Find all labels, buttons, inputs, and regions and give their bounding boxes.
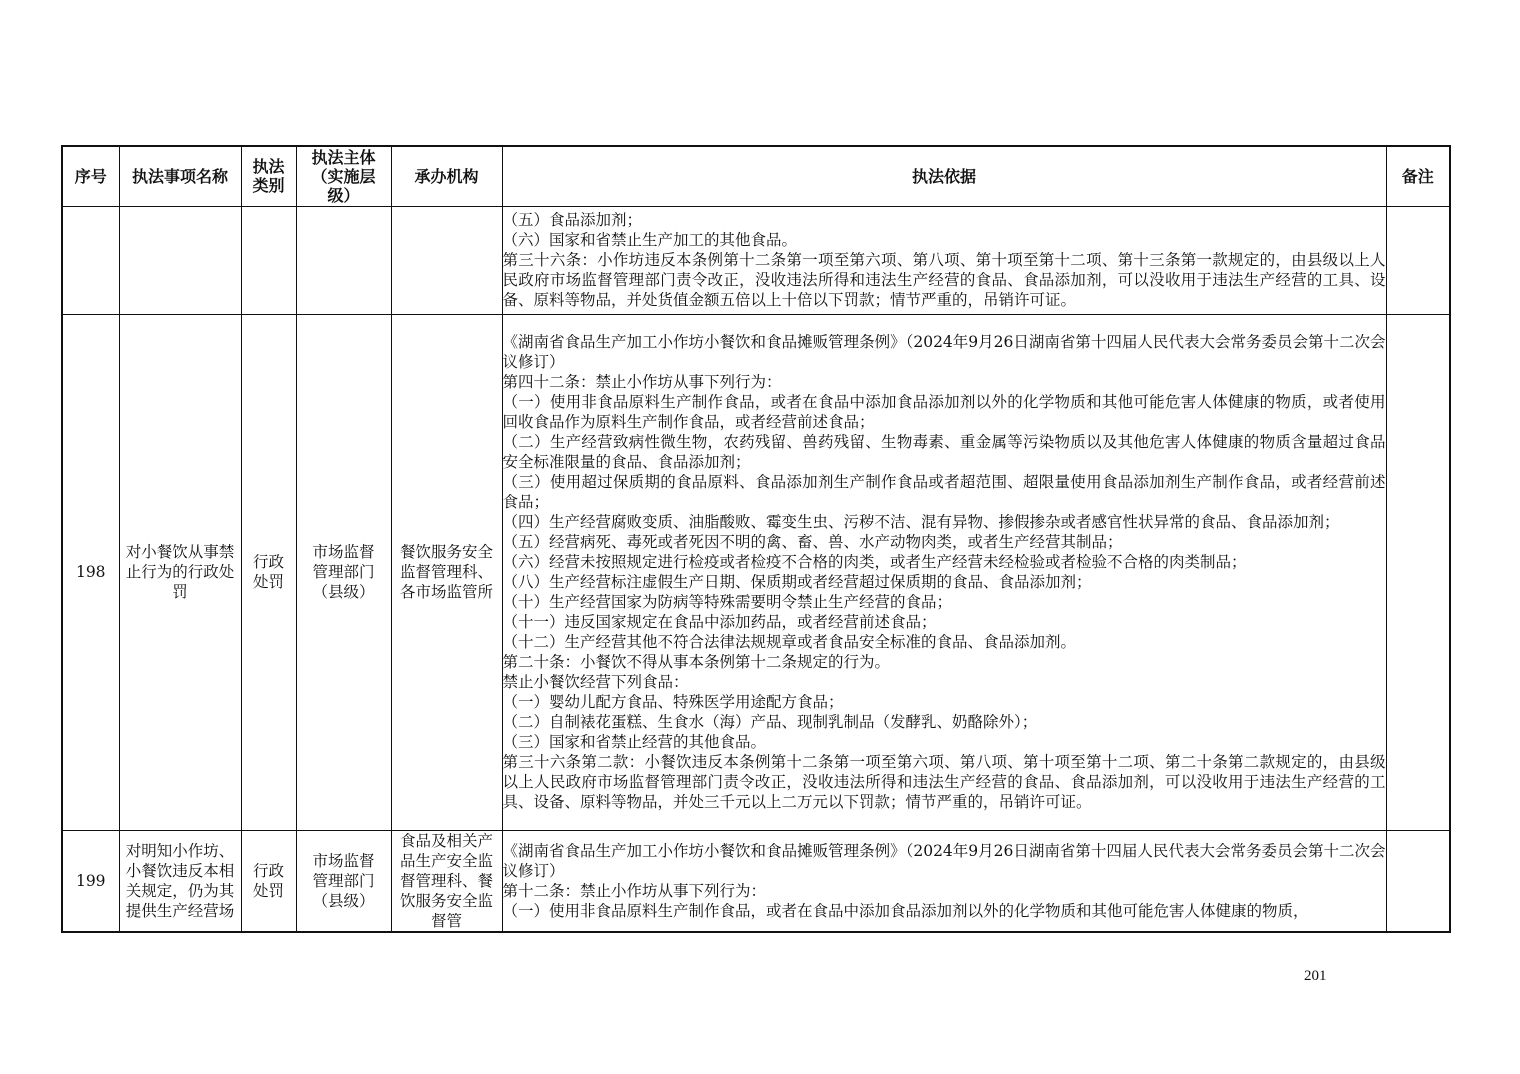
row-basis [502, 206, 1386, 314]
basis-line: （六）经营未按照规定进行检疫或者检疫不合格的肉类，或者生产经营未经检验或者检验不合格的肉类制品； [502, 553, 1247, 571]
row-remark [1386, 830, 1450, 932]
basis-line: （二）自制裱花蛋糕、生食水（海）产品、现制乳制品（发酵乳、奶酪除外）； [502, 713, 1038, 731]
basis-line: （五）经营病死、毒死或者死因不明的禽、畜、兽、水产动物肉类，或者生产经营其制品； [502, 533, 1123, 551]
row-no [62, 206, 119, 314]
basis-line: 第四十二条：禁止小作坊从事下列行为： [502, 373, 782, 391]
basis-line: （一）使用非食品原料生产制作食品，或者在食品中添加食品添加剂以外的化学物质和其他可能危害人体健康的物质，或者使用回收食品作为原料生产制作食品，或者经营前述食品； [502, 393, 1386, 431]
row-basis [502, 830, 1386, 932]
row-subject: 市场监督管理部门（县级） [296, 830, 391, 932]
basis-line: （六）国家和省禁止生产加工的其他食品。 [502, 231, 798, 249]
header-name: 执法事项名称 [119, 146, 241, 206]
row-no: 198 [62, 314, 119, 830]
basis-line: 《湖南省食品生产加工小作坊小餐饮和食品摊贩管理条例》（2024年9月26日湖南省第十四届人民代表大会常务委员会第十二次会议修订） [502, 333, 1386, 371]
header-basis: 执法依据 [502, 146, 1386, 206]
basis-line: （二）生产经营致病性微生物，农药残留、兽药残留、生物毒素、重金属等污染物质以及其他危害人体健康的物质含量超过食品安全标准限量的食品、食品添加剂； [502, 433, 1386, 471]
row-remark [1386, 314, 1450, 830]
basis-line: （一）使用非食品原料生产制作食品，或者在食品中添加食品添加剂以外的化学物质和其他可能危害人体健康的物质， [502, 901, 1309, 920]
row-remark [1386, 206, 1450, 314]
enforcement-table [61, 145, 1451, 933]
row-basis [502, 314, 1386, 830]
page-number: 201 [1304, 968, 1327, 984]
header-subject: 执法主体（实施层级） [296, 146, 391, 206]
header-agency: 承办机构 [391, 146, 502, 206]
row-name [119, 206, 241, 314]
row-no: 199 [62, 830, 119, 932]
basis-line: （一）婴幼儿配方食品、特殊医学用途配方食品； [502, 693, 844, 711]
table-row [62, 314, 1450, 830]
basis-line: 禁止小餐饮经营下列食品： [502, 673, 689, 691]
row-agency [391, 206, 502, 314]
basis-line: 《湖南省食品生产加工小作坊小餐饮和食品摊贩管理条例》（2024年9月26日湖南省第十四届人民代表大会常务委员会第十二次会议修订） [502, 841, 1386, 880]
table-row [62, 206, 1450, 314]
header-no: 序号 [62, 146, 119, 206]
row-subject: 市场监督管理部门（县级） [296, 314, 391, 830]
table-row [62, 830, 1450, 932]
basis-line: （八）生产经营标注虚假生产日期、保质期或者经营超过保质期的食品、食品添加剂； [502, 573, 1092, 591]
basis-line: （五）食品添加剂； [502, 211, 643, 229]
basis-line: （三）使用超过保质期的食品原料、食品添加剂生产制作食品或者超范围、超限量使用食品添加剂生产制作食品，或者经营前述食品； [502, 473, 1386, 511]
row-category: 行政处罚 [241, 314, 296, 830]
row-agency: 餐饮服务安全监督管理科、各市场监管所 [391, 314, 502, 830]
basis-line: 第二十条：小餐饮不得从事本条例第十二条规定的行为。 [502, 653, 891, 671]
basis-line: 第三十六条第二款：小餐饮违反本条例第十二条第一项至第六项、第八项、第十项至第十二项、第二十条第二款规定的，由县级以上人民政府市场监督管理部门责令改正，没收违法所得和违法生产经营的食品、食品添加剂，可以没收用于违法生产经营的工具、设备、原料等物品，并处三千元以上二万元以下罚款；情节严重的，吊销许可证。 [502, 753, 1386, 811]
basis-line: 第三十六条：小作坊违反本条例第十二条第一项至第六项、第八项、第十项至第十二项、第十三条第一款规定的，由县级以上人民政府市场监督管理部门责令改正，没收违法所得和违法生产经营的食品、食品添加剂，可以没收用于违法生产经营的工具、设备、原料等物品，并处货值金额五倍以上十倍以下罚款；情节严重的，吊销许可证。 [502, 251, 1386, 309]
basis-line: （三）国家和省禁止经营的其他食品。 [502, 733, 767, 751]
basis-line: 第十二条：禁止小作坊从事下列行为： [502, 881, 767, 900]
row-name: 对小餐饮从事禁止行为的行政处罚 [119, 314, 241, 830]
basis-line: （十一）违反国家规定在食品中添加药品，或者经营前述食品； [502, 613, 937, 631]
table-header-row [62, 146, 1450, 206]
header-remark: 备注 [1386, 146, 1450, 206]
row-subject [296, 206, 391, 314]
row-category [241, 206, 296, 314]
row-agency: 食品及相关产品生产安全监督管理科、餐饮服务安全监督管 [391, 830, 502, 932]
basis-line: （十）生产经营国家为防病等特殊需要明令禁止生产经营的食品； [502, 593, 953, 611]
basis-line: （四）生产经营腐败变质、油脂酸败、霉变生虫、污秽不洁、混有异物、掺假掺杂或者感官性状异常的食品、食品添加剂； [502, 513, 1340, 531]
row-category: 行政处罚 [241, 830, 296, 932]
header-category: 执法类别 [241, 146, 296, 206]
basis-line: （十二）生产经营其他不符合法律法规规章或者食品安全标准的食品、食品添加剂。 [502, 633, 1077, 651]
row-name: 对明知小作坊、小餐饮违反本相关规定，仍为其提供生产经营场 [119, 830, 241, 932]
